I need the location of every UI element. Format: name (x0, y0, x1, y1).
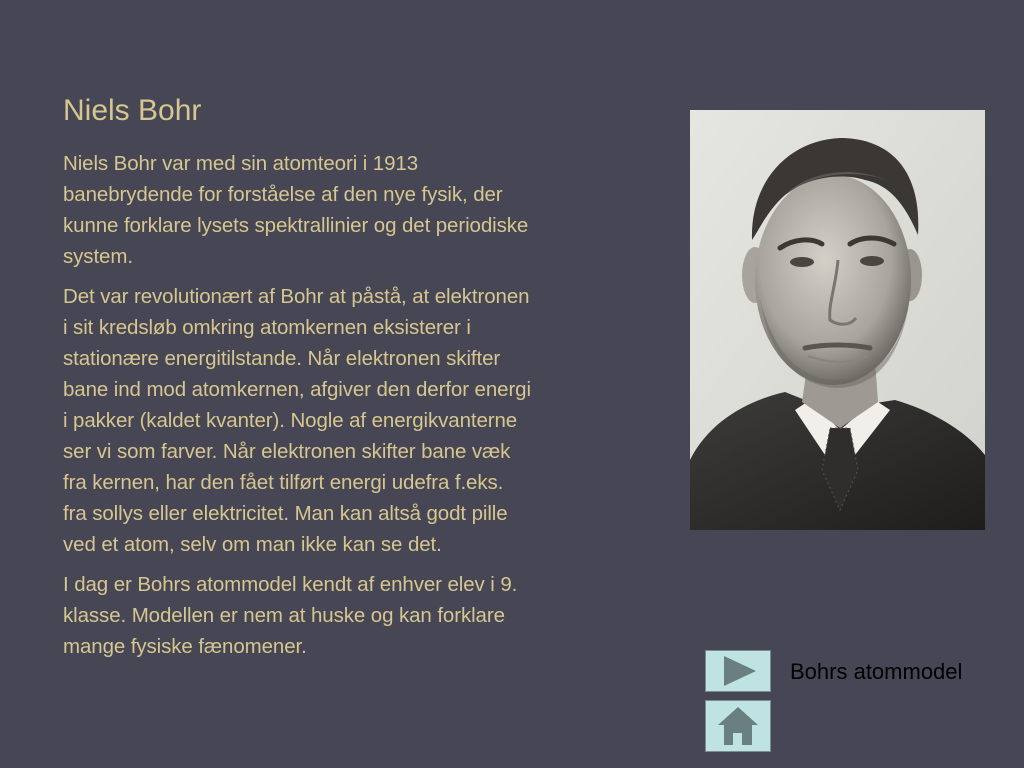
next-slide-label[interactable]: Bohrs atommodel (790, 659, 963, 684)
text-line: bane ind mod atomkernen, afgiver den derfor energi (63, 378, 531, 401)
paragraph (63, 569, 663, 662)
portrait-photo (690, 110, 985, 530)
text-line: Det var revolutionært af Bohr at påstå, at elektronen (63, 285, 530, 308)
text-line: i pakker (kaldet kvanter). Nogle af energikvanterne (63, 409, 518, 432)
text-line: fra sollys eller elektricitet. Man kan altså godt pille (63, 502, 508, 525)
paragraph (63, 148, 663, 272)
text-line: ser vi som farver. Når elektronen skifter bane væk (63, 440, 511, 463)
text-line: stationære energitilstande. Når elektronen skifter (63, 347, 501, 370)
portrait-image (690, 110, 985, 530)
text-line: fra kernen, har den fået tilført energi udefra f.eks. (63, 471, 504, 494)
text-line: mange fysiske fænomener. (63, 635, 307, 658)
home-icon (706, 701, 770, 751)
text-line: system. (63, 245, 133, 268)
text-line: banebrydende for forståelse af den nye fysik, der (63, 183, 503, 206)
text-line: ved et atom, selv om man ikke kan se det. (63, 533, 442, 556)
next-slide-button[interactable] (705, 650, 771, 692)
slide-title: Niels Bohr (63, 94, 202, 127)
text-line: i sit kredsløb omkring atomkernen eksisterer i (63, 316, 471, 339)
home-button[interactable] (705, 700, 771, 752)
text-line: klasse. Modellen er nem at huske og kan forklare (63, 604, 505, 627)
text-line: I dag er Bohrs atommodel kendt af enhver elev i 9. (63, 573, 518, 596)
text-line: kunne forklare lysets spektrallinier og det periodiske (63, 214, 529, 237)
paragraph (63, 281, 663, 560)
text-line: Niels Bohr var med sin atomteori i 1913 (63, 152, 419, 175)
play-arrow-icon (706, 651, 770, 691)
body-text (63, 148, 663, 671)
